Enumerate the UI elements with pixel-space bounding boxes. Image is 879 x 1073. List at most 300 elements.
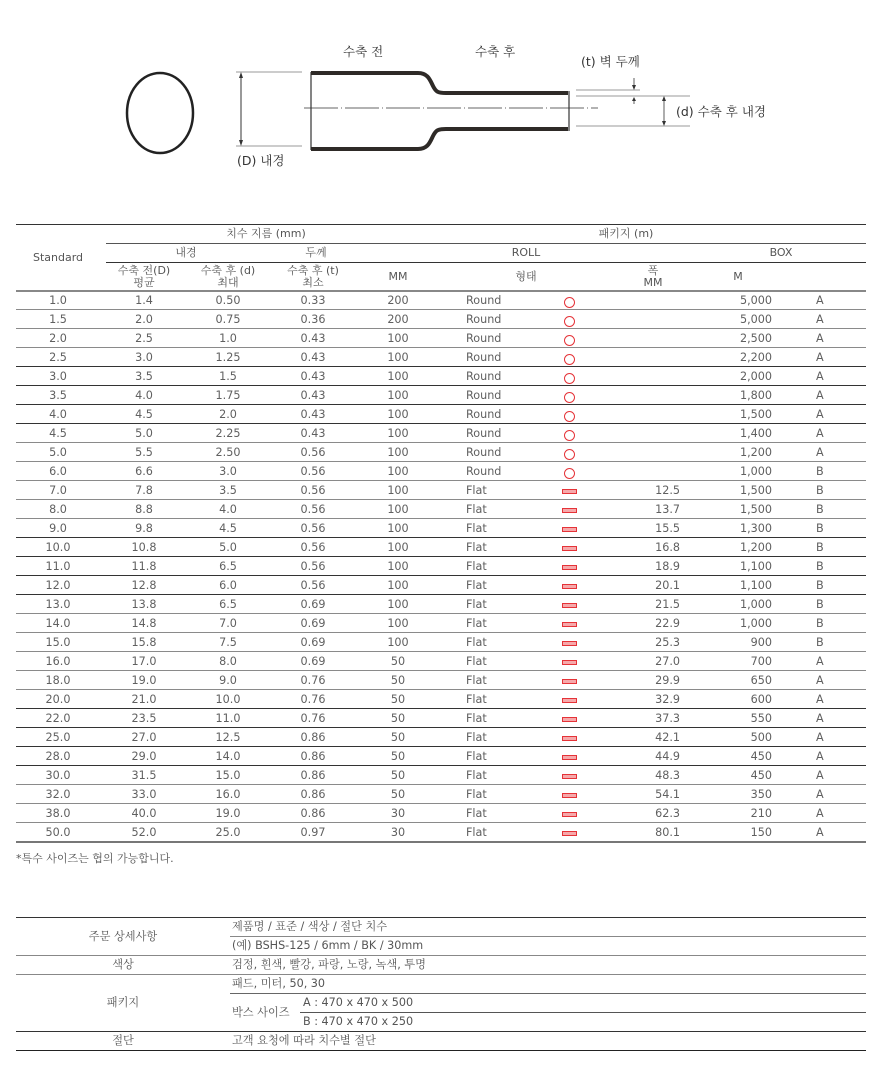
round-icon: [554, 367, 584, 386]
cell-width-mm: [626, 310, 680, 329]
order-details-label: 주문 상세사항: [88, 930, 158, 943]
cell-width-mm: 16.8: [655, 541, 680, 554]
box-size-b: B : 470 x 470 x 250: [303, 1015, 414, 1028]
cell-after-shrink-d: 9.0: [219, 674, 237, 687]
order-top-border: [16, 917, 866, 918]
table-row: [16, 500, 866, 519]
header-standard: Standard: [32, 251, 84, 264]
flat-icon: [554, 633, 584, 652]
cell-after-shrink-d: 16.0: [215, 788, 241, 801]
cell-box-m: 900: [750, 636, 772, 649]
cell-after-shrink-d: 15.0: [215, 769, 241, 782]
round-icon: [564, 411, 575, 422]
cell-form: Flat: [466, 731, 487, 744]
cell-box-type: B: [816, 503, 824, 516]
round-icon: [564, 354, 575, 365]
cell-box-type: B: [816, 522, 824, 535]
flat-icon: [562, 622, 577, 627]
cell-thickness: 0.56: [300, 541, 326, 554]
cell-before-shrink-d: 13.8: [131, 598, 157, 611]
cell-roll-mm: 100: [387, 465, 409, 478]
cell-form: Flat: [466, 522, 487, 535]
cell-standard: 28.0: [45, 750, 71, 763]
cell-standard: 4.0: [49, 408, 67, 421]
cell-after-shrink-d: 1.75: [215, 389, 241, 402]
cell-after-shrink-d: 25.0: [215, 826, 241, 839]
cell-form: Round: [466, 313, 502, 326]
cell-form: Flat: [466, 826, 487, 839]
cell-form: Flat: [466, 484, 487, 497]
cell-width-mm: 54.1: [655, 788, 680, 801]
cell-roll-mm: 50: [390, 674, 406, 687]
round-icon: [554, 310, 584, 329]
cell-before-shrink-d: 11.8: [131, 560, 157, 573]
cell-roll-mm: 50: [390, 731, 406, 744]
cell-box-m: 2,200: [739, 351, 772, 364]
cell-width-mm: [626, 367, 680, 386]
table-row: [16, 652, 866, 671]
cell-thickness: 0.69: [300, 598, 326, 611]
cell-box-m: 600: [750, 693, 772, 706]
special-size-note: *특수 사이즈는 협의 가능합니다.: [16, 852, 174, 865]
table-row: [16, 367, 866, 386]
cell-box-type: B: [816, 598, 824, 611]
cell-width-mm: 48.3: [655, 769, 680, 782]
cell-roll-mm: 100: [387, 636, 409, 649]
cell-roll-mm: 100: [387, 408, 409, 421]
cell-box-m: 450: [750, 750, 772, 763]
order-bottom-border: [16, 1050, 866, 1051]
flat-icon: [554, 823, 584, 842]
cell-standard: 15.0: [45, 636, 71, 649]
round-icon: [554, 329, 584, 348]
cell-after-shrink-d: 14.0: [215, 750, 241, 763]
cell-box-type: A: [816, 674, 824, 687]
cell-box-type: A: [816, 750, 824, 763]
cell-thickness: 0.43: [300, 427, 326, 440]
flat-icon: [562, 831, 577, 836]
cell-box-type: A: [816, 769, 824, 782]
cell-width-mm: 12.5: [655, 484, 680, 497]
round-icon: [554, 424, 584, 443]
flat-icon: [562, 641, 577, 646]
cell-before-shrink-d: 2.0: [135, 313, 153, 326]
cell-standard: 8.0: [49, 503, 67, 516]
table-row: [16, 728, 866, 747]
cell-box-type: A: [816, 351, 824, 364]
cell-before-shrink-d: 4.0: [135, 389, 153, 402]
cell-box-m: 1,000: [739, 617, 772, 630]
header-box: BOX: [769, 246, 793, 259]
header-col-width-line2: MM: [643, 276, 663, 289]
cell-before-shrink-d: 8.8: [135, 503, 153, 516]
cell-thickness: 0.86: [300, 750, 326, 763]
table-row: [16, 462, 866, 481]
cell-form: Flat: [466, 560, 487, 573]
row-divider: [16, 841, 866, 843]
flat-icon: [562, 736, 577, 741]
header-col-width-line1: 폭: [647, 264, 659, 277]
cell-width-mm: [626, 424, 680, 443]
flat-icon: [562, 660, 577, 665]
cell-form: Round: [466, 446, 502, 459]
table-row: [16, 310, 866, 329]
cell-box-m: 5,000: [739, 313, 772, 326]
flat-icon: [554, 728, 584, 747]
order-example: (예) BSHS-125 / 6mm / BK / 30mm: [232, 939, 424, 952]
flat-icon: [554, 766, 584, 785]
flat-icon: [562, 698, 577, 703]
flat-icon: [554, 747, 584, 766]
header-dimension-group: 치수 지름 (mm): [226, 227, 306, 240]
table-row: [16, 595, 866, 614]
cell-roll-mm: 50: [390, 769, 406, 782]
cell-width-mm: [626, 329, 680, 348]
order-format: 제품명 / 표준 / 색상 / 절단 치수: [232, 920, 388, 933]
cell-width-mm: 22.9: [655, 617, 680, 630]
round-icon: [564, 468, 575, 479]
cell-box-m: 1,500: [739, 503, 772, 516]
table-row: [16, 481, 866, 500]
cell-roll-mm: 30: [390, 807, 406, 820]
cell-after-shrink-d: 0.75: [215, 313, 241, 326]
cell-thickness: 0.43: [300, 351, 326, 364]
table-row: [16, 576, 866, 595]
flat-icon: [554, 500, 584, 519]
tube-diagram-graphic: [0, 0, 879, 200]
round-icon: [554, 386, 584, 405]
cell-width-mm: 20.1: [655, 579, 680, 592]
flat-icon: [562, 774, 577, 779]
cell-after-shrink-d: 12.5: [215, 731, 241, 744]
heat-shrink-diagram: [0, 0, 879, 200]
cell-roll-mm: 50: [390, 693, 406, 706]
cell-after-shrink-d: 4.0: [219, 503, 237, 516]
cell-width-mm: 21.5: [655, 598, 680, 611]
cell-box-type: A: [816, 427, 824, 440]
round-icon: [564, 449, 575, 460]
cell-before-shrink-d: 4.5: [135, 408, 153, 421]
cell-box-m: 1,400: [739, 427, 772, 440]
label-wall-thickness: (t) 벽 두께: [581, 54, 640, 69]
cell-roll-mm: 100: [387, 332, 409, 345]
cell-standard: 4.5: [49, 427, 67, 440]
cell-box-type: A: [816, 788, 824, 801]
cell-before-shrink-d: 10.8: [131, 541, 157, 554]
cell-roll-mm: 200: [387, 313, 409, 326]
table-top-border: [16, 224, 866, 225]
cell-after-shrink-d: 1.25: [215, 351, 241, 364]
package-value: 패드, 미터, 50, 30: [232, 977, 326, 990]
cell-before-shrink-d: 2.5: [135, 332, 153, 345]
flat-icon: [562, 755, 577, 760]
cell-roll-mm: 100: [387, 484, 409, 497]
flat-icon: [554, 690, 584, 709]
cell-thickness: 0.69: [300, 655, 326, 668]
cell-after-shrink-d: 6.5: [219, 560, 237, 573]
cell-width-mm: 80.1: [655, 826, 680, 839]
cell-roll-mm: 100: [387, 617, 409, 630]
cell-box-type: B: [816, 617, 824, 630]
cell-thickness: 0.36: [300, 313, 326, 326]
cell-form: Round: [466, 389, 502, 402]
cell-thickness: 0.86: [300, 807, 326, 820]
cell-before-shrink-d: 7.8: [135, 484, 153, 497]
cell-box-m: 1,300: [739, 522, 772, 535]
cell-form: Flat: [466, 788, 487, 801]
table-row: [16, 348, 866, 367]
cell-box-m: 1,200: [739, 541, 772, 554]
cell-box-type: A: [816, 693, 824, 706]
cell-roll-mm: 100: [387, 446, 409, 459]
cell-before-shrink-d: 31.5: [131, 769, 157, 782]
cell-thickness: 0.86: [300, 769, 326, 782]
round-icon: [554, 462, 584, 481]
cell-box-type: A: [816, 408, 824, 421]
cell-box-m: 210: [750, 807, 772, 820]
cell-thickness: 0.56: [300, 560, 326, 573]
cell-box-type: A: [816, 313, 824, 326]
cell-before-shrink-d: 9.8: [135, 522, 153, 535]
tube-bottom-wall: [311, 129, 568, 149]
table-row: [16, 386, 866, 405]
round-icon: [564, 297, 575, 308]
cell-after-shrink-d: 7.0: [219, 617, 237, 630]
cell-standard: 2.5: [49, 351, 67, 364]
cell-after-shrink-d: 2.25: [215, 427, 241, 440]
cell-width-mm: [626, 348, 680, 367]
flat-icon: [554, 538, 584, 557]
flat-icon: [554, 481, 584, 500]
table-row: [16, 519, 866, 538]
cell-standard: 1.5: [49, 313, 67, 326]
flat-icon: [562, 527, 577, 532]
cell-standard: 25.0: [45, 731, 71, 744]
cell-standard: 11.0: [45, 560, 71, 573]
cell-box-type: B: [816, 636, 824, 649]
round-icon: [554, 443, 584, 462]
cell-thickness: 0.56: [300, 503, 326, 516]
order-divider: [16, 974, 866, 975]
table-row: [16, 443, 866, 462]
cell-roll-mm: 100: [387, 541, 409, 554]
cell-before-shrink-d: 5.0: [135, 427, 153, 440]
cell-form: Flat: [466, 617, 487, 630]
cell-box-m: 2,500: [739, 332, 772, 345]
cell-thickness: 0.69: [300, 617, 326, 630]
table-row: [16, 709, 866, 728]
cell-after-shrink-d: 2.0: [219, 408, 237, 421]
cell-roll-mm: 200: [387, 294, 409, 307]
cell-width-mm: [626, 291, 680, 310]
flat-icon: [562, 717, 577, 722]
box-size-label: 박스 사이즈: [232, 1006, 290, 1019]
cell-width-mm: [626, 443, 680, 462]
cell-form: Flat: [466, 712, 487, 725]
cell-before-shrink-d: 52.0: [131, 826, 157, 839]
cell-after-shrink-d: 3.0: [219, 465, 237, 478]
cell-thickness: 0.76: [300, 693, 326, 706]
cell-thickness: 0.86: [300, 731, 326, 744]
header-col-d-line2: 최대: [217, 276, 239, 289]
cell-width-mm: 29.9: [655, 674, 680, 687]
cell-thickness: 0.56: [300, 484, 326, 497]
flat-icon: [562, 584, 577, 589]
cell-box-type: A: [816, 826, 824, 839]
cell-box-type: A: [816, 446, 824, 459]
flat-icon: [554, 709, 584, 728]
round-icon: [564, 335, 575, 346]
cutting-label: 절단: [112, 1034, 134, 1047]
cell-before-shrink-d: 3.5: [135, 370, 153, 383]
cell-form: Round: [466, 370, 502, 383]
cell-roll-mm: 100: [387, 389, 409, 402]
color-label: 색상: [112, 958, 134, 971]
cell-after-shrink-d: 11.0: [215, 712, 241, 725]
table-row: [16, 690, 866, 709]
cell-form: Flat: [466, 674, 487, 687]
cell-width-mm: 27.0: [655, 655, 680, 668]
table-row: [16, 557, 866, 576]
cell-box-m: 1,500: [739, 408, 772, 421]
cell-box-type: B: [816, 560, 824, 573]
header-col-D-line2: 평균: [133, 276, 155, 289]
cell-roll-mm: 100: [387, 522, 409, 535]
cell-box-m: 550: [750, 712, 772, 725]
table-row: [16, 538, 866, 557]
table-row: [16, 747, 866, 766]
cell-box-m: 350: [750, 788, 772, 801]
flat-icon: [554, 595, 584, 614]
table-row: [16, 424, 866, 443]
flat-icon: [554, 614, 584, 633]
header-divider-1: [106, 243, 866, 244]
flat-icon: [562, 489, 577, 494]
cell-after-shrink-d: 3.5: [219, 484, 237, 497]
header-col-form: 형태: [515, 270, 537, 283]
flat-icon: [562, 508, 577, 513]
cell-after-shrink-d: 0.50: [215, 294, 241, 307]
cell-box-type: A: [816, 389, 824, 402]
cell-thickness: 0.56: [300, 446, 326, 459]
cell-before-shrink-d: 5.5: [135, 446, 153, 459]
cell-before-shrink-d: 27.0: [131, 731, 157, 744]
cell-width-mm: [626, 462, 680, 481]
cell-roll-mm: 50: [390, 750, 406, 763]
cell-box-m: 1,200: [739, 446, 772, 459]
cell-box-m: 2,000: [739, 370, 772, 383]
cell-box-type: A: [816, 370, 824, 383]
table-row: [16, 329, 866, 348]
cell-standard: 22.0: [45, 712, 71, 725]
cell-roll-mm: 100: [387, 503, 409, 516]
cell-roll-mm: 50: [390, 712, 406, 725]
cell-after-shrink-d: 1.0: [219, 332, 237, 345]
flat-icon: [562, 812, 577, 817]
cell-standard: 32.0: [45, 788, 71, 801]
cell-roll-mm: 100: [387, 351, 409, 364]
cell-form: Flat: [466, 579, 487, 592]
cross-section-circle: [127, 73, 193, 153]
cell-standard: 20.0: [45, 693, 71, 706]
cell-standard: 5.0: [49, 446, 67, 459]
box-size-a: A : 470 x 470 x 500: [303, 996, 414, 1009]
cell-box-m: 700: [750, 655, 772, 668]
cell-thickness: 0.56: [300, 522, 326, 535]
cell-standard: 3.0: [49, 370, 67, 383]
cell-before-shrink-d: 40.0: [131, 807, 157, 820]
flat-icon: [554, 785, 584, 804]
cell-width-mm: 37.3: [655, 712, 680, 725]
cell-width-mm: 15.5: [655, 522, 680, 535]
cell-width-mm: 62.3: [655, 807, 680, 820]
table-row: [16, 671, 866, 690]
table-row: [16, 823, 866, 842]
cell-roll-mm: 100: [387, 370, 409, 383]
cell-roll-mm: 50: [390, 788, 406, 801]
cell-before-shrink-d: 17.0: [131, 655, 157, 668]
flat-icon: [562, 546, 577, 551]
cell-standard: 50.0: [45, 826, 71, 839]
cell-before-shrink-d: 14.8: [131, 617, 157, 630]
cell-box-m: 1,000: [739, 598, 772, 611]
flat-icon: [554, 576, 584, 595]
cell-width-mm: 13.7: [655, 503, 680, 516]
header-inner-diameter: 내경: [175, 246, 197, 259]
cell-thickness: 0.76: [300, 674, 326, 687]
label-inner-diameter-before: (D) 내경: [237, 153, 285, 168]
cell-roll-mm: 50: [390, 655, 406, 668]
cell-box-m: 650: [750, 674, 772, 687]
header-package-group: 패키지 (m): [598, 227, 654, 240]
cell-after-shrink-d: 5.0: [219, 541, 237, 554]
label-inner-diameter-after: (d) 수축 후 내경: [676, 104, 766, 119]
cell-roll-mm: 100: [387, 598, 409, 611]
flat-icon: [562, 565, 577, 570]
label-before-shrink: 수축 전: [343, 44, 384, 59]
cell-after-shrink-d: 6.5: [219, 598, 237, 611]
table-row: [16, 804, 866, 823]
flat-icon: [554, 557, 584, 576]
cell-standard: 10.0: [45, 541, 71, 554]
cell-form: Flat: [466, 636, 487, 649]
cell-width-mm: 42.1: [655, 731, 680, 744]
cell-before-shrink-d: 15.8: [131, 636, 157, 649]
cell-thickness: 0.76: [300, 712, 326, 725]
cell-standard: 30.0: [45, 769, 71, 782]
cell-box-type: B: [816, 579, 824, 592]
cell-before-shrink-d: 21.0: [131, 693, 157, 706]
package-label: 패키지: [106, 996, 140, 1009]
cell-box-type: A: [816, 807, 824, 820]
flat-icon: [554, 519, 584, 538]
cell-thickness: 0.56: [300, 465, 326, 478]
cell-roll-mm: 100: [387, 427, 409, 440]
cell-thickness: 0.33: [300, 294, 326, 307]
cell-standard: 13.0: [45, 598, 71, 611]
round-icon: [554, 405, 584, 424]
round-icon: [564, 316, 575, 327]
cell-form: Flat: [466, 598, 487, 611]
cell-box-m: 1,800: [739, 389, 772, 402]
cell-box-m: 1,500: [739, 484, 772, 497]
cell-roll-mm: 100: [387, 560, 409, 573]
cell-standard: 7.0: [49, 484, 67, 497]
cell-after-shrink-d: 8.0: [219, 655, 237, 668]
cell-form: Round: [466, 332, 502, 345]
flat-icon: [554, 671, 584, 690]
cell-before-shrink-d: 3.0: [135, 351, 153, 364]
